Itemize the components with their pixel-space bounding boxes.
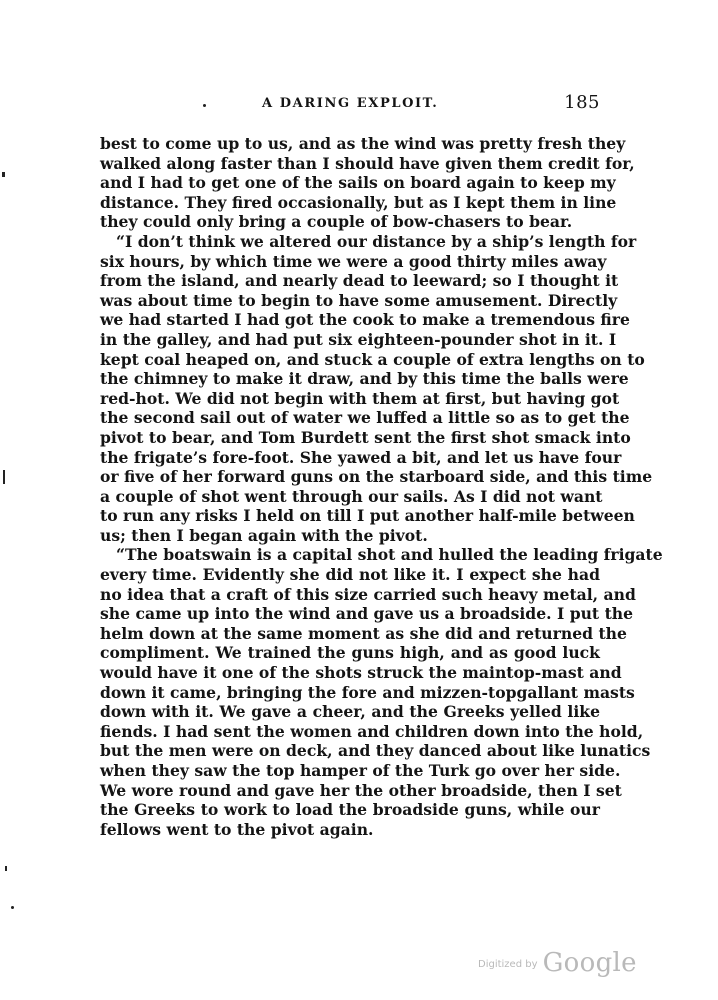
text-line: down with it. We gave a cheer, and the Greeks yelled like [100, 702, 600, 722]
margin-mark [3, 470, 5, 484]
text-line: from the island, and nearly dead to leeward; so I thought it [100, 271, 619, 291]
text-line: when they saw the top hamper of the Turk go over her side. [100, 761, 621, 780]
header-dot [203, 104, 206, 107]
text-line: “The boatswain is a capital shot and hulled the leading frigate [116, 545, 663, 565]
text-line: fellows went to the pivot again. [100, 819, 374, 839]
text-line: or five of her forward guns on the starboard side, and this time [100, 467, 653, 487]
text-line: the frigate’s fore-foot. She yawed a bit, and let us have four [100, 447, 622, 467]
text-line: “I don’t think we altered our distance by a ship’s length for [116, 231, 637, 251]
text-line: pivot to bear, and Tom Burdett sent the first shot smack into [100, 427, 631, 447]
watermark-prefix: Digitized by [478, 959, 538, 970]
text-line: distance. They fired occasionally, but as I kept them in line [100, 192, 617, 212]
text-line: she came up into the wind and gave us a broadside. I put the [100, 604, 634, 624]
page-number: 185 [564, 92, 600, 113]
text-line: red-hot. We did not begin with them at first, but having got [100, 388, 620, 408]
text-line: the chimney to make it draw, and by this time the balls were [100, 369, 629, 389]
digitized-by-google-watermark [478, 948, 637, 978]
page-header [100, 92, 600, 120]
margin-mark [5, 866, 7, 871]
text-line: six hours, by which time we were a good thirty miles away [100, 251, 607, 271]
text-line: helm down at the same moment as she did and returned the [100, 623, 627, 643]
margin-mark [2, 172, 5, 177]
text-line: the Greeks to work to load the broadside guns, while our [100, 800, 600, 820]
text-line: and I had to get one of the sails on board again to keep my [100, 173, 616, 193]
text-line: the second sail out of water we luffed a little so as to get the [100, 408, 630, 428]
text-line: was about time to begin to have some amusement. Directly [100, 290, 618, 310]
text-line: fiends. I had sent the women and children down into the hold, [100, 721, 644, 741]
text-line: best to come up to us, and as the wind was pretty fresh they [100, 134, 626, 153]
text-line: we had started I had got the cook to make a tremendous fire [100, 310, 630, 330]
running-title: A DARING EXPLOIT. [262, 96, 439, 111]
text-line: would have it one of the shots struck the maintop-mast and [100, 663, 622, 683]
text-line: We wore round and gave her the other broadside, then I set [100, 780, 622, 800]
google-logo: Google [542, 948, 637, 978]
margin-mark [11, 906, 14, 909]
body-text [100, 134, 663, 839]
text-line: in the galley, and had put six eighteen-pounder shot in it. I [100, 329, 617, 349]
text-line: us; then I began again with the pivot. [100, 525, 428, 545]
text-line: walked along faster than I should have given them credit for, [100, 153, 635, 173]
text-line: down it came, bringing the fore and mizzen-topgallant masts [100, 682, 635, 702]
text-line: no idea that a craft of this size carried such heavy metal, and [100, 584, 636, 604]
text-line: to run any risks I held on till I put another half-mile between [100, 506, 635, 526]
text-line: compliment. We trained the guns high, and as good luck [100, 643, 600, 663]
text-line: kept coal heaped on, and stuck a couple of extra lengths on to [100, 349, 645, 369]
text-line: a couple of shot went through our sails. As I did not want [100, 486, 603, 506]
text-line: but the men were on deck, and they danced about like lunatics [100, 741, 651, 761]
text-line: every time. Evidently she did not like it. I expect she had [100, 565, 600, 585]
text-line: they could only bring a couple of bow-chasers to bear. [100, 212, 573, 232]
